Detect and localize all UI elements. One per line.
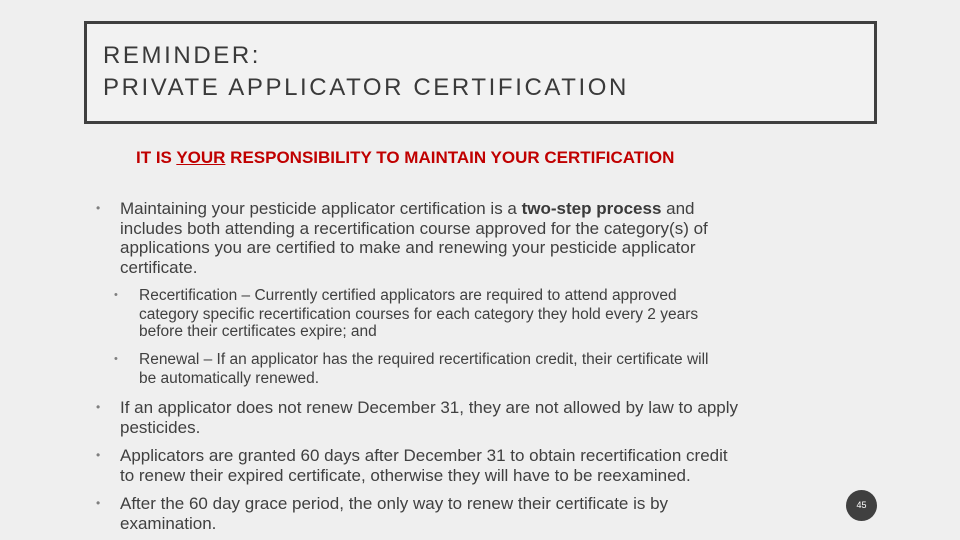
bullet-5-line-1: Applicators are granted 60 days after December 31 to obtain recertification credit bbox=[120, 446, 728, 465]
bullet-2-line-1: Recertification – Currently certified applicators are required to attend approved bbox=[139, 287, 677, 304]
bullet-dot: • bbox=[96, 400, 101, 414]
bullet-1-text-c: and bbox=[661, 199, 695, 218]
bullet-1-text-bold: two-step process bbox=[521, 199, 662, 218]
bullet-dot: • bbox=[96, 448, 101, 462]
bullet-4-line-1: If an applicator does not renew December 31, they are not allowed by law to apply bbox=[120, 398, 739, 417]
bullet-3-line-2: be automatically renewed. bbox=[139, 370, 320, 387]
bullet-6-line-1: After the 60 day grace period, the only way to renew their certificate is by bbox=[120, 494, 669, 513]
bullet-1-line-1 bbox=[120, 199, 695, 219]
bullet-2-line-3: before their certificates expire; and bbox=[139, 323, 377, 340]
title-box bbox=[84, 21, 877, 124]
subtitle-post: RESPONSIBILITY TO MAINTAIN YOUR CERTIFICATION bbox=[225, 148, 675, 167]
bullet-dot: • bbox=[96, 496, 101, 510]
bullet-1-line-2: includes both attending a recertification course approved for the category(s) of bbox=[120, 218, 708, 238]
bullet-1-line-4: certificate. bbox=[120, 257, 198, 277]
subtitle-underlined: YOUR bbox=[176, 148, 226, 167]
bullet-dot: • bbox=[114, 289, 118, 301]
subtitle-pre: IT IS bbox=[136, 148, 177, 167]
title-line-2: PRIVATE APPLICATOR CERTIFICATION bbox=[103, 74, 629, 101]
bullet-3-line-1: Renewal – If an applicator has the required recertification credit, their certificate will bbox=[139, 351, 709, 368]
bullet-4-line-2: pesticides. bbox=[120, 417, 201, 437]
bullet-dot: • bbox=[96, 201, 101, 215]
bullet-2-line-2: category specific recertification courses for each category they hold every 2 years bbox=[139, 306, 699, 323]
title-line-1: REMINDER: bbox=[103, 42, 262, 69]
subtitle bbox=[136, 148, 674, 168]
bullet-1-text-a: Maintaining your pesticide applicator certification is a bbox=[120, 199, 522, 218]
bullet-6-line-2: examination. bbox=[120, 513, 217, 533]
bullet-5-line-2: to renew their expired certificate, otherwise they will have to be reexamined. bbox=[120, 465, 691, 485]
bullet-dot: • bbox=[114, 353, 118, 365]
slide-number-badge: 45 bbox=[846, 490, 877, 521]
bullet-1-line-3: applications you are certified to make and renewing your pesticide applicator bbox=[120, 238, 696, 257]
